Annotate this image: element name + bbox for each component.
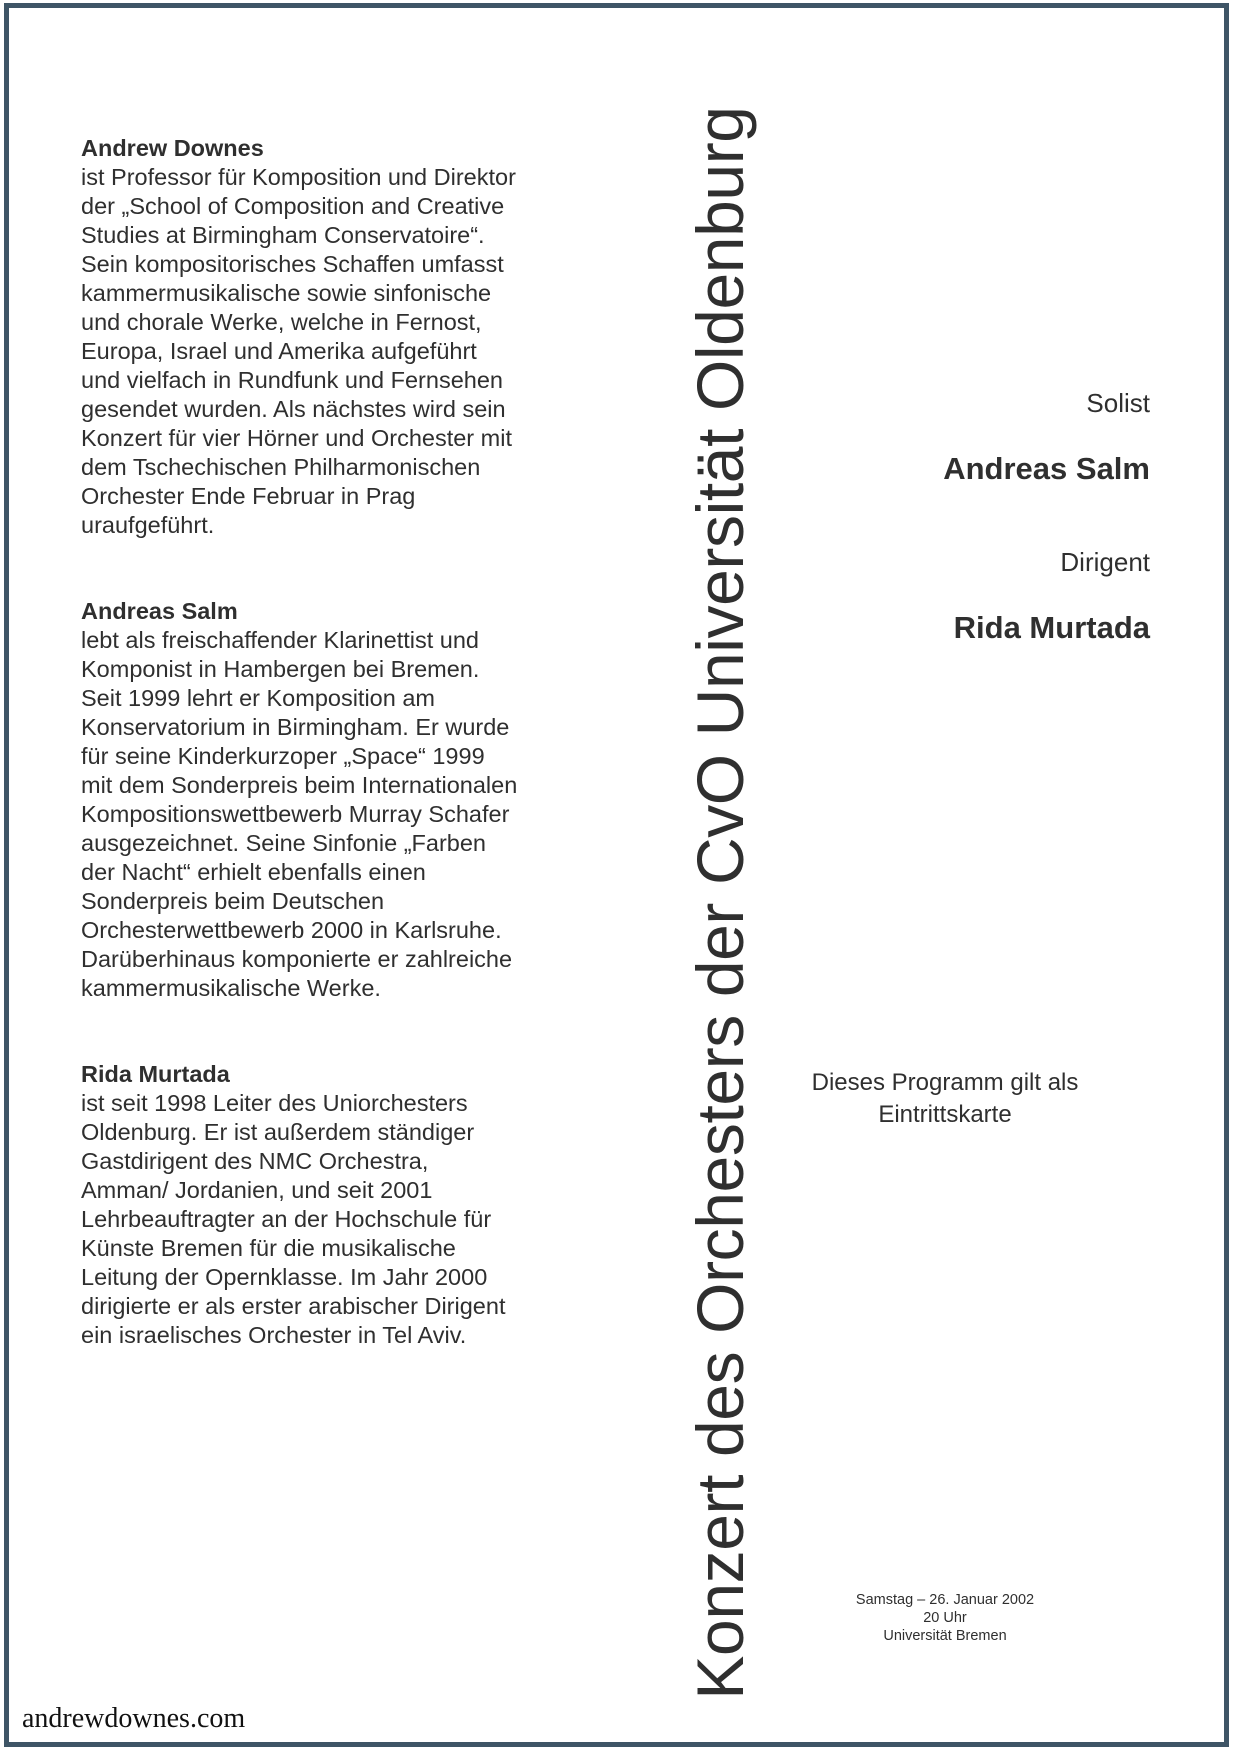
dirigent-label: Dirigent: [1060, 547, 1150, 577]
bio-text: ist Professor für Komposition und Direktor der „School of Composition and Creative Studies at Birmingham Conservatoire“. Sein kompositorisches Schaffen umfasst kammermusikalische sowie sinfonische und chorale Werke, welche in Fernost, Europa, Israel und Amerika aufgeführt und vielfach in Rundfunk und Fernsehen gesendet wurden. Als nächstes wird sein Konzert für vier Hörner und Orchester mit dem Tschechischen Philharmonischen Orchester Ende Februar in Prag uraufgeführt.: [81, 164, 516, 538]
ticket-note: [775, 1067, 1115, 1131]
event-date: Samstag – 26. Januar 2002: [855, 1592, 1035, 1608]
ticket-note-line-1: Dieses Programm gilt als: [811, 1069, 1079, 1096]
event-venue: Universität Bremen: [883, 1628, 1007, 1644]
bio-name: Andreas Salm: [81, 598, 238, 624]
solist-name: Andreas Salm: [943, 451, 1150, 486]
dirigent-name: Rida Murtada: [953, 610, 1150, 645]
website-watermark: andrewdownes.com: [22, 1703, 246, 1734]
bio-text: ist seit 1998 Leiter des Uniorchesters Oldenburg. Er ist außerdem ständiger Gastdirigent des NMC Orchestra, Amman/ Jordanien, und seit 2001 Lehrbeauftragter an der Hochschule für Künste Bremen für die musikalische Leitung der Opernklasse. Im Jahr 2000 dirigierte er als erster arabischer Dirigent ein israelisches Orchester in Tel Aviv.: [81, 1090, 506, 1348]
event-details: [795, 1591, 1095, 1645]
bio-andreas-salm: [81, 597, 571, 1003]
event-time: 20 Uhr: [923, 1610, 967, 1626]
bio-text: lebt als freischaffender Klarinettist und Komponist in Hambergen bei Bremen. Seit 1999 lehrt er Komposition am Konservatorium in Birmingham. Er wurde für seine Kinderkurzoper „Space“ 1999 mit dem Sonderpreis beim Internationalen Kompositionswettbewerb Murray Schafer ausgezeichnet. Seine Sinfonie „Farben der Nacht“ erhielt ebenfalls einen Sonderpreis beim Deutschen Orchesterwettbewerb 2000 in Karlsruhe. Darüberhinaus komponierte er zahlreiche kammermusikalische Werke.: [81, 627, 518, 1001]
concert-title: Konzert des Orchesters der CvO Universität Oldenburg: [683, 106, 757, 1700]
bio-name: Andrew Downes: [81, 135, 264, 161]
ticket-note-line-2: Eintrittskarte: [878, 1101, 1012, 1128]
bio-rida-murtada: [81, 1060, 571, 1350]
bio-name: Rida Murtada: [81, 1061, 230, 1087]
solist-label: Solist: [1086, 388, 1150, 418]
bio-andrew-downes: [81, 134, 571, 540]
